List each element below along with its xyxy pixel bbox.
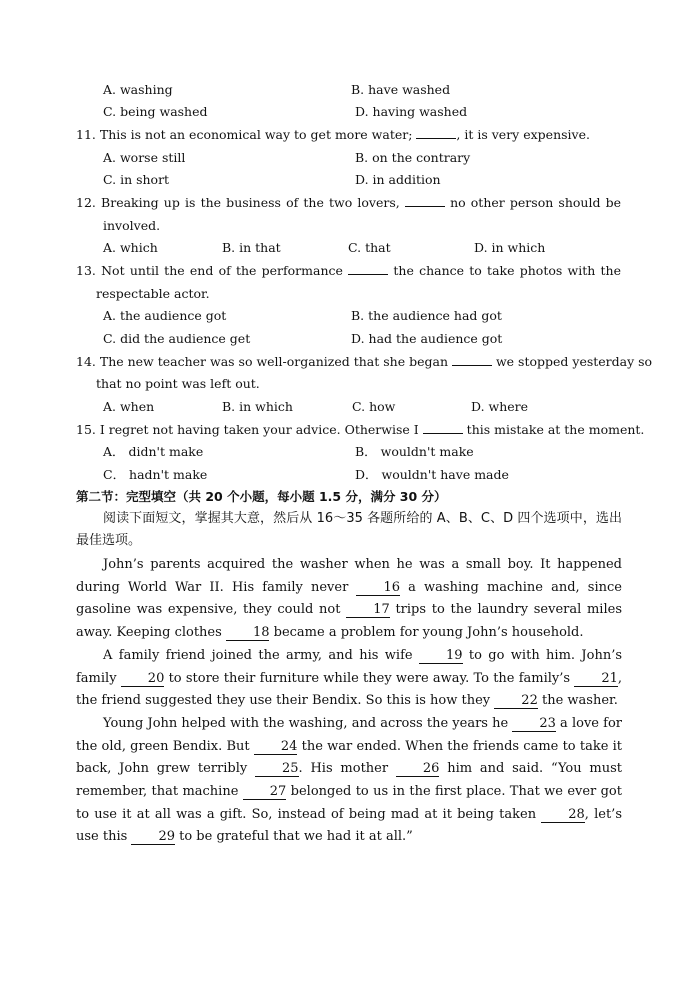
blank-20: 20 bbox=[121, 672, 165, 687]
p1-text-1: John’s parents acquired the washer when he was a small boy. It happened during World War II. His family never bbox=[76, 557, 622, 595]
question-15-stem-before: 15. I regret not having taken your advice. Otherwise I bbox=[76, 422, 419, 437]
question-14-stem-before: 14. The new teacher was so well-organized that she began bbox=[76, 354, 448, 369]
question-13-stem-after: the chance to take photos with the bbox=[393, 263, 621, 278]
q13-option-d: D. had the audience got bbox=[351, 331, 503, 346]
option-prev-b: B. have washed bbox=[351, 82, 451, 97]
question-12-stem-after: no other person should be bbox=[450, 195, 622, 210]
answer-blank bbox=[348, 262, 388, 275]
section-instruction bbox=[76, 508, 622, 552]
option-prev-d: D. having washed bbox=[355, 104, 468, 119]
question-12-line2: involved. bbox=[103, 218, 161, 233]
blank-17: 17 bbox=[346, 603, 390, 618]
q13-option-c: C. did the audience get bbox=[103, 331, 251, 346]
question-12-line1 bbox=[76, 194, 621, 212]
q12-option-b: B. in that bbox=[222, 240, 281, 255]
p2-text-1: A family friend joined the army, and his wife bbox=[103, 647, 419, 663]
question-15-stem-after: this mistake at the moment. bbox=[466, 422, 645, 437]
q12-option-a: A. which bbox=[103, 240, 158, 255]
question-11-stem-before: 11. This is not an economical way to get more water; bbox=[76, 127, 413, 142]
p3-text-1: Young John helped with the washing, and across the years he bbox=[103, 715, 513, 731]
question-14-line2: that no point was left out. bbox=[96, 376, 260, 391]
p3-text-5: him and said. “You must remember, that machine bbox=[76, 761, 622, 800]
question-12-stem-before: 12. Breaking up is the business of the two lovers, bbox=[76, 195, 400, 210]
passage-paragraph-3 bbox=[76, 713, 622, 849]
p3-text-3: the war ended. When the friends came to take it back, John grew terribly bbox=[76, 738, 622, 777]
p2-text-4: , the friend suggested they use their Bendix. So this is how they bbox=[76, 670, 623, 709]
p3-text-8: to be grateful that we had it at all.” bbox=[174, 829, 413, 845]
instruction-text: 阅读下面短文，掌握其大意，然后从 16～35 各题所给的 A、B、C、D 四个选项中，选出最佳选项。 bbox=[76, 511, 622, 548]
q11-option-c: C. in short bbox=[103, 172, 170, 187]
passage-paragraph-1 bbox=[76, 554, 622, 645]
q14-option-b: B. in which bbox=[222, 399, 293, 414]
question-15 bbox=[76, 421, 644, 439]
q15-option-b: B． wouldn't make bbox=[355, 444, 474, 459]
q14-option-d: D. where bbox=[471, 399, 529, 414]
question-14-line1 bbox=[76, 353, 652, 371]
q14-option-c: C. how bbox=[352, 399, 396, 414]
blank-28: 28 bbox=[541, 808, 585, 823]
q15-option-d: D． wouldn't have made bbox=[355, 467, 509, 482]
section-heading: 第二节：完型填空（共 20 个小题，每小题 1.5 分，满分 30 分） bbox=[76, 489, 447, 504]
blank-23: 23 bbox=[512, 717, 556, 732]
p3-text-6: belonged to us in the first place. That we ever got to use it at all was a gift. So, instead of being mad at it being taken bbox=[76, 784, 622, 822]
q14-option-a: A. when bbox=[103, 399, 155, 414]
q13-option-b: B. the audience had got bbox=[351, 308, 502, 323]
p3-text-2: a love for the old, green Bendix. But bbox=[76, 715, 622, 754]
p3-text-4: . His mother bbox=[298, 761, 396, 777]
passage-paragraph-2 bbox=[76, 645, 622, 713]
q15-option-a: A． didn't make bbox=[103, 444, 204, 459]
q11-option-a: A. worse still bbox=[103, 150, 186, 165]
p2-text-2: to go with him. John’s family bbox=[76, 647, 622, 686]
answer-blank bbox=[423, 421, 463, 434]
blank-18: 18 bbox=[226, 626, 270, 641]
q15-option-c: C． hadn't make bbox=[103, 467, 208, 482]
q11-option-b: B. on the contrary bbox=[355, 150, 471, 165]
question-11 bbox=[76, 126, 590, 144]
question-11-stem-after: , it is very expensive. bbox=[456, 127, 590, 142]
option-prev-c: C. being washed bbox=[103, 104, 208, 119]
blank-24: 24 bbox=[254, 740, 298, 755]
q13-option-a: A. the audience got bbox=[103, 308, 227, 323]
p1-text-2: a washing machine and, since gasoline was expensive, they could not bbox=[76, 579, 622, 618]
blank-27: 27 bbox=[243, 785, 287, 800]
option-prev-a: A. washing bbox=[103, 82, 173, 97]
p1-text-3: trips to the laundry several miles away. Keeping clothes bbox=[76, 602, 622, 641]
blank-22: 22 bbox=[494, 694, 538, 709]
blank-19: 19 bbox=[419, 649, 463, 664]
blank-26: 26 bbox=[396, 762, 440, 777]
p1-text-4: became a problem for young John’s household. bbox=[269, 625, 584, 641]
blank-16: 16 bbox=[356, 581, 400, 596]
q12-option-c: C. that bbox=[348, 240, 391, 255]
question-13-line2: respectable actor. bbox=[96, 286, 210, 301]
passage bbox=[76, 554, 622, 849]
p2-text-3: to store their furniture while they were away. To the family’s bbox=[164, 670, 575, 686]
q11-option-d: D. in addition bbox=[355, 172, 441, 187]
q12-option-d: D. in which bbox=[474, 240, 546, 255]
question-13-line1 bbox=[76, 262, 621, 280]
answer-blank bbox=[452, 353, 492, 366]
p3-text-7: , let’s use this bbox=[76, 806, 622, 845]
question-13-stem-before: 13. Not until the end of the performance bbox=[76, 263, 343, 278]
blank-29: 29 bbox=[131, 830, 175, 845]
answer-blank bbox=[405, 194, 445, 207]
blank-25: 25 bbox=[255, 762, 299, 777]
answer-blank bbox=[416, 126, 456, 139]
blank-21: 21 bbox=[574, 672, 618, 687]
question-14-stem-after: we stopped yesterday so bbox=[495, 354, 653, 369]
p2-text-5: the washer. bbox=[537, 693, 618, 709]
